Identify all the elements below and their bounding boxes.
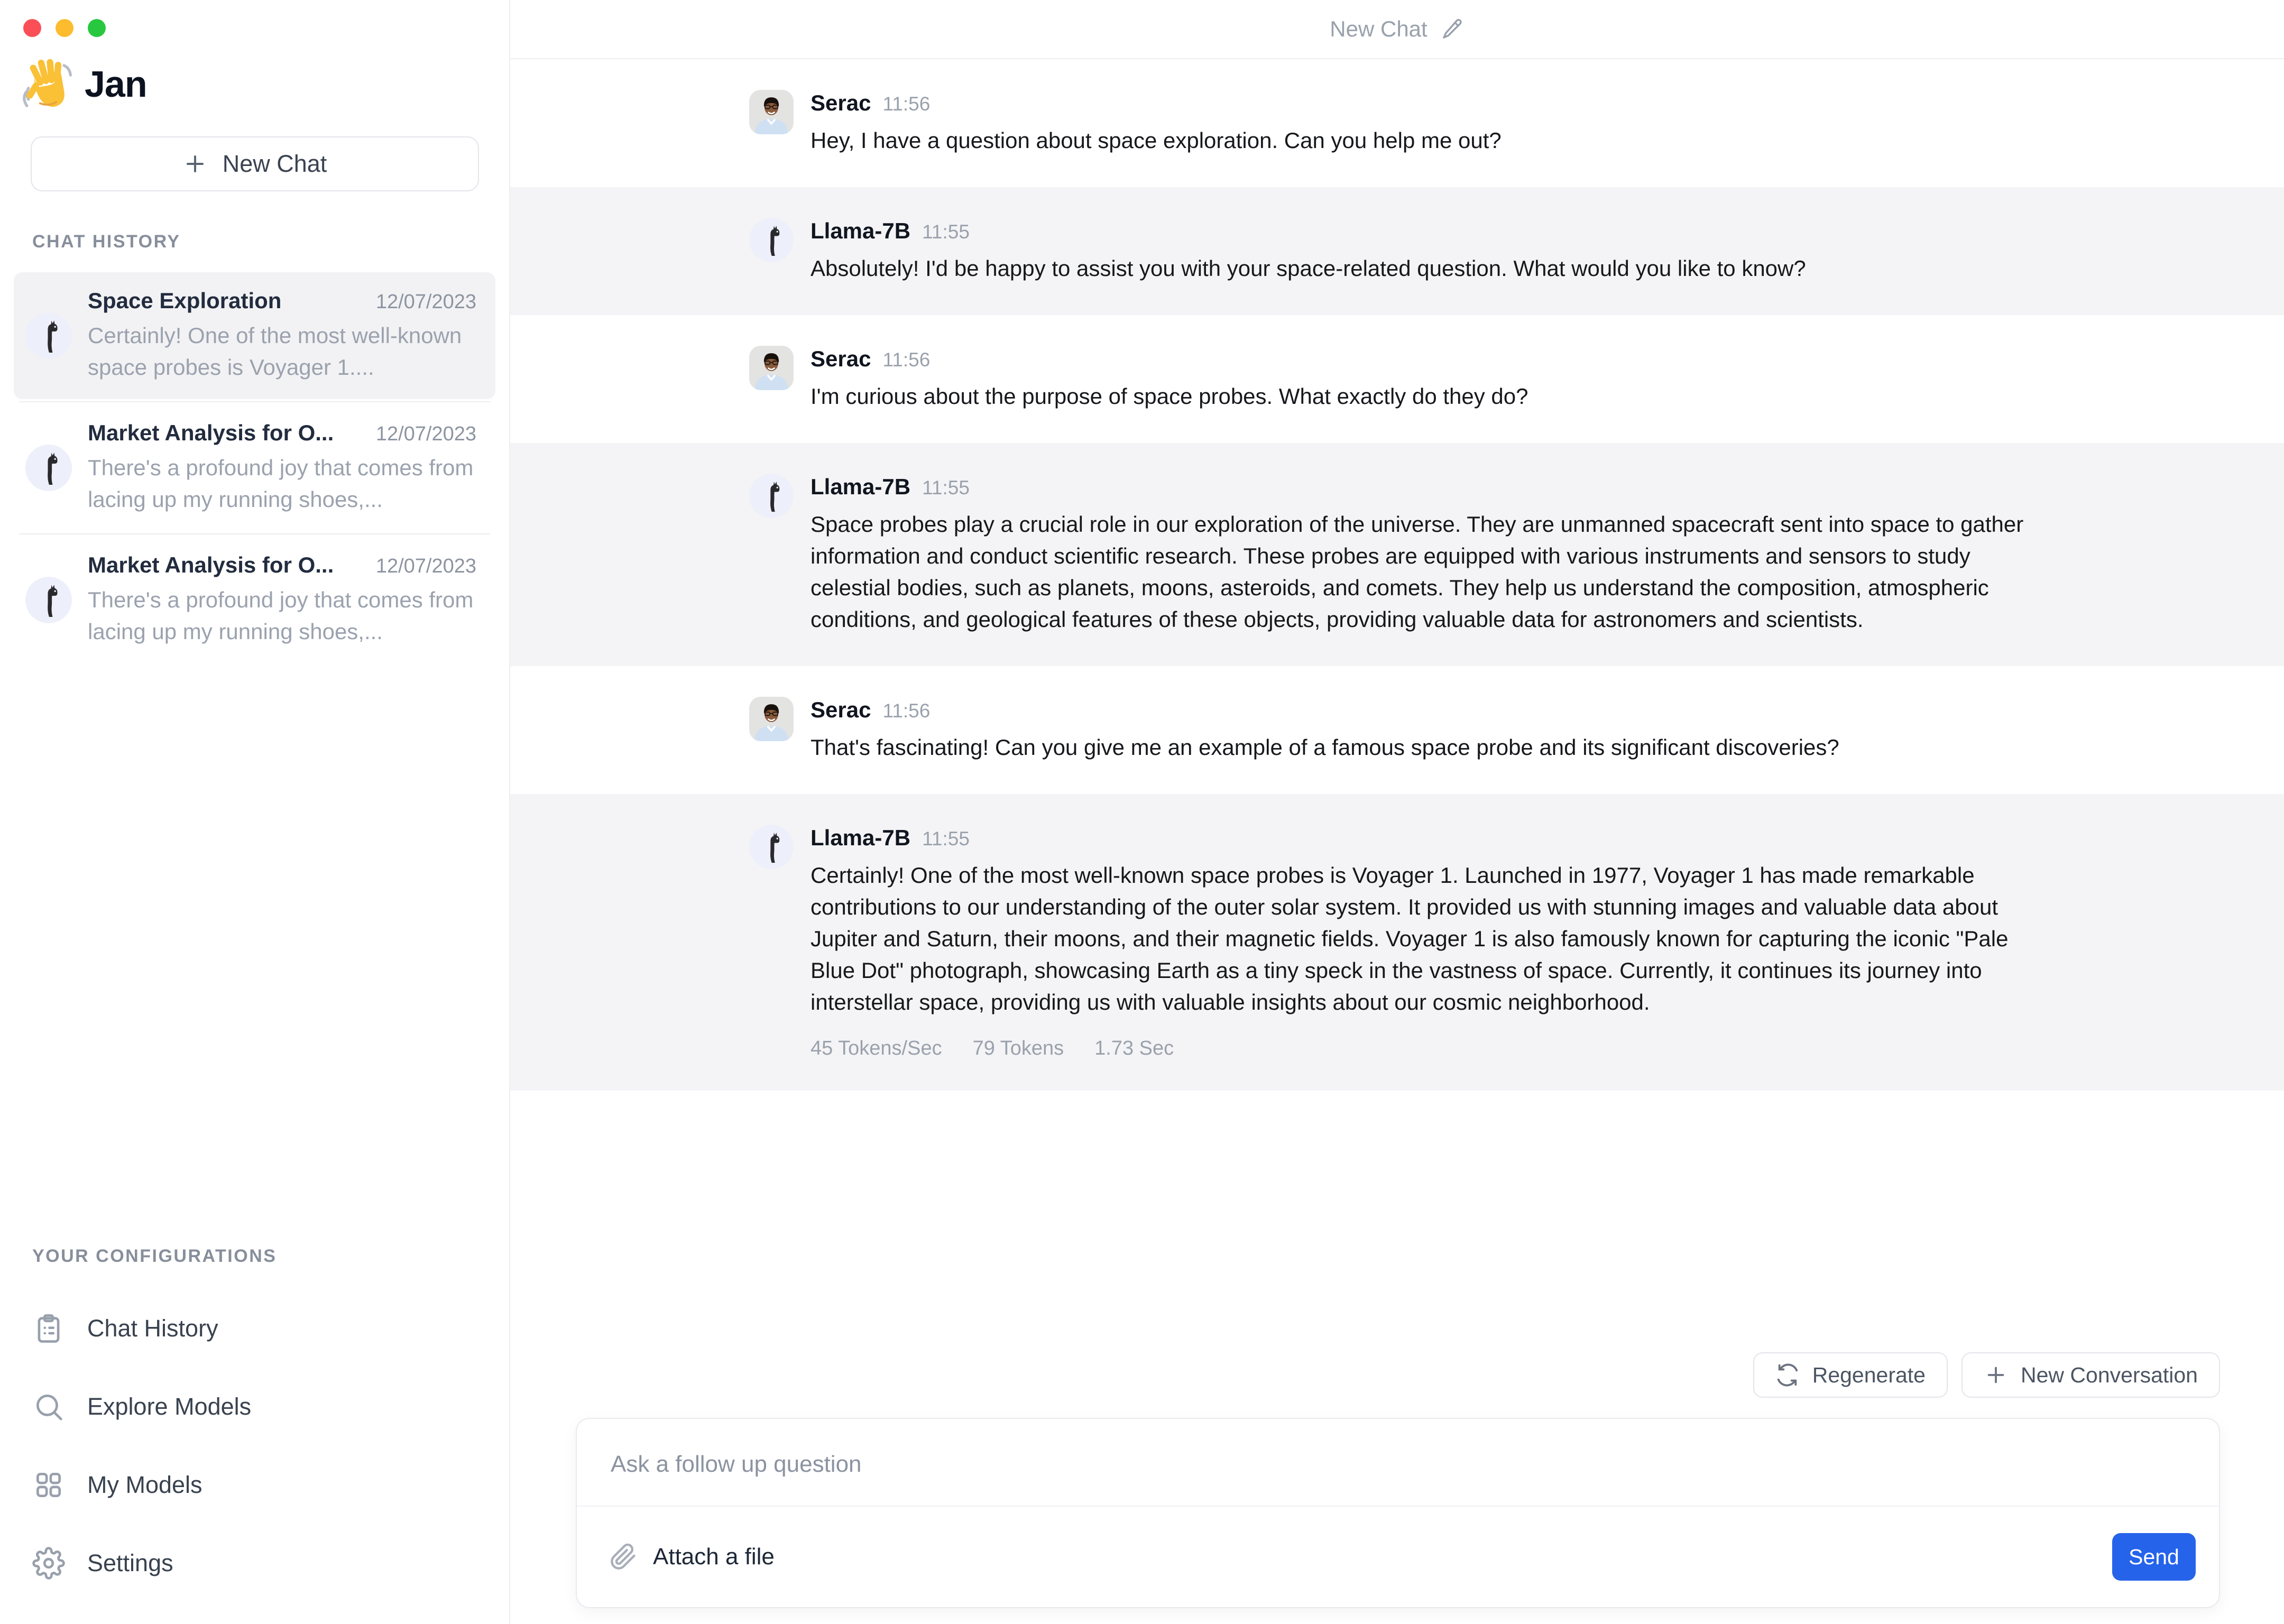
- chat-panel: [510, 0, 2284, 1624]
- refresh-icon: [1775, 1363, 1800, 1387]
- sidebar-item-label: My Models: [87, 1471, 202, 1498]
- clipboard-icon: [32, 1312, 65, 1345]
- chat-history-heading: CHAT HISTORY: [32, 232, 181, 252]
- regenerate-label: Regenerate: [1812, 1362, 1926, 1387]
- chat-title: Market Analysis for O...: [88, 552, 334, 577]
- message-assistant: [510, 187, 2284, 315]
- composer-input-row: [577, 1419, 2219, 1506]
- sidebar-item-settings[interactable]: [32, 1547, 509, 1580]
- follow-up-input[interactable]: [610, 1451, 2186, 1478]
- message-user: [510, 315, 2284, 443]
- message-user: [510, 666, 2284, 794]
- message-time: 11:55: [922, 221, 970, 243]
- assistant-avatar: [749, 825, 794, 869]
- sidebar: [0, 0, 510, 1624]
- search-icon: [32, 1390, 65, 1423]
- close-window-button[interactable]: [23, 19, 41, 37]
- user-avatar: [749, 90, 794, 134]
- chat-preview: There's a profound joy that comes from lacing up my running shoes,...: [88, 455, 474, 512]
- sidebar-item-chat-history[interactable]: [32, 1312, 509, 1345]
- window-controls: [0, 0, 509, 37]
- gear-icon: [32, 1547, 65, 1580]
- message-time: 11:55: [922, 828, 970, 850]
- person-avatar-icon: [749, 697, 794, 741]
- chat-date: 12/07/2023: [375, 423, 476, 445]
- divider: [19, 401, 490, 402]
- message-text: Hey, I have a question about space exploration. Can you help me out?: [811, 128, 1502, 153]
- chat-history-item-body: [88, 552, 476, 648]
- tokens-per-sec-stat: 45 Tokens/Sec: [811, 1037, 942, 1059]
- message-text: Absolutely! I'd be happy to assist you with your space-related question. What would you like to know?: [811, 256, 1806, 281]
- chat-header: [510, 0, 2284, 59]
- llama-icon: [761, 224, 781, 256]
- llama-icon: [38, 451, 59, 485]
- llama-icon: [38, 319, 59, 353]
- sidebar-item-explore-models[interactable]: [32, 1390, 509, 1423]
- chat-history-item-market-analysis-1[interactable]: [14, 404, 495, 531]
- sidebar-item-label: Settings: [87, 1549, 173, 1576]
- chat-history-item-market-analysis-2[interactable]: [14, 537, 495, 663]
- new-conversation-button[interactable]: [1961, 1352, 2220, 1398]
- llama-avatar: [25, 445, 72, 491]
- chat-history-item-space-exploration[interactable]: [14, 272, 495, 399]
- chat-title: Market Analysis for O...: [88, 420, 334, 445]
- message-author: Llama-7B: [811, 218, 911, 243]
- message-user: [510, 59, 2284, 187]
- pencil-icon[interactable]: [1440, 17, 1465, 41]
- message-time: 11:55: [922, 477, 970, 499]
- minimize-window-button[interactable]: [56, 19, 73, 37]
- app-name: Jan: [85, 63, 147, 105]
- attach-file-label[interactable]: Attach a file: [653, 1544, 775, 1570]
- tokens-stat: 79 Tokens: [972, 1037, 1064, 1059]
- chat-history-list: [0, 272, 509, 663]
- generation-stats: [811, 1037, 2042, 1060]
- chat-header-title: New Chat: [1330, 16, 1428, 41]
- configurations-section: [0, 1246, 509, 1624]
- message-text: That's fascinating! Can you give me an example of a famous space probe and its significant discoveries?: [811, 735, 1839, 760]
- composer-toolbar: [577, 1507, 2219, 1607]
- app-logo: [0, 37, 509, 113]
- message-time: 11:56: [882, 349, 931, 371]
- chat-preview: There's a profound joy that comes from lacing up my running shoes,...: [88, 587, 474, 644]
- message-author: Serac: [811, 697, 871, 722]
- divider: [19, 533, 490, 534]
- chat-preview: Certainly! One of the most well-known space probes is Voyager 1....: [88, 323, 462, 380]
- chat-title: Space Exploration: [88, 288, 282, 313]
- assistant-avatar: [749, 474, 794, 518]
- chat-history-item-body: [88, 288, 476, 383]
- llama-icon: [761, 480, 781, 512]
- new-conversation-label: New Conversation: [2021, 1362, 2198, 1387]
- message-text: Certainly! One of the most well-known space probes is Voyager 1. Launched in 1977, Voyager 1 has made remarkable contributions to our understanding of the outer solar system. It provided us with stunning images and valuable data about Jupiter and Saturn, their moons, and their magnetic fields. Voyager 1 is also famously known for capturing the iconic "Pale Blue Dot" photograph, showcasing Earth as a tiny speck in the vastness of space. Currently, it continues its journey into interstellar space, providing us with valuable insights about our cosmic neighborhood.: [811, 863, 2009, 1014]
- maximize-window-button[interactable]: [88, 19, 106, 37]
- sidebar-item-label: Explore Models: [87, 1393, 252, 1420]
- message-author: Llama-7B: [811, 474, 911, 499]
- message-author: Serac: [811, 346, 871, 371]
- chat-history-item-body: [88, 420, 476, 515]
- llama-icon: [38, 583, 59, 617]
- send-button[interactable]: [2112, 1533, 2196, 1581]
- grid-icon: [32, 1469, 65, 1501]
- message-assistant: [510, 794, 2284, 1091]
- plus-icon: [1984, 1363, 2008, 1387]
- sidebar-item-label: Chat History: [87, 1315, 218, 1342]
- user-avatar: [749, 697, 794, 741]
- llama-avatar: [25, 312, 72, 359]
- message-text: Space probes play a crucial role in our exploration of the universe. They are unmanned spacecraft sent into space to gather information and conduct scientific research. These probes are equipped with various instruments and sensors to study celestial bodies, such as planets, moons, asteroids, and comets. They help us understand the composition, atmospheric conditions, and geological features of these objects, providing valuable data for astronomers and scientists.: [811, 512, 2024, 632]
- chat-date: 12/07/2023: [375, 555, 476, 577]
- composer: [576, 1418, 2220, 1608]
- conversation-actions: [510, 1352, 2284, 1398]
- message-time: 11:56: [882, 93, 931, 115]
- user-avatar: [749, 346, 794, 390]
- message-list: [510, 59, 2284, 1091]
- llama-icon: [761, 831, 781, 863]
- empty-space: [510, 1091, 2284, 1352]
- message-author: Llama-7B: [811, 825, 911, 850]
- message-assistant: [510, 443, 2284, 666]
- person-avatar-icon: [749, 346, 794, 390]
- waving-hand-icon: [18, 55, 76, 113]
- llama-avatar: [25, 577, 72, 623]
- sidebar-item-my-models[interactable]: [32, 1469, 509, 1501]
- message-time: 11:56: [882, 700, 931, 722]
- plus-icon: [182, 151, 208, 177]
- person-avatar-icon: [749, 90, 794, 134]
- duration-stat: 1.73 Sec: [1094, 1037, 1174, 1059]
- paperclip-icon[interactable]: [610, 1543, 637, 1571]
- configurations-heading: YOUR CONFIGURATIONS: [32, 1246, 277, 1266]
- send-label: Send: [2129, 1544, 2179, 1569]
- chat-date: 12/07/2023: [375, 291, 476, 313]
- new-chat-label: New Chat: [222, 150, 327, 177]
- regenerate-button[interactable]: [1753, 1352, 1948, 1398]
- new-chat-button[interactable]: [31, 136, 479, 191]
- message-author: Serac: [811, 90, 871, 115]
- message-text: I'm curious about the purpose of space probes. What exactly do they do?: [811, 384, 1528, 409]
- assistant-avatar: [749, 218, 794, 262]
